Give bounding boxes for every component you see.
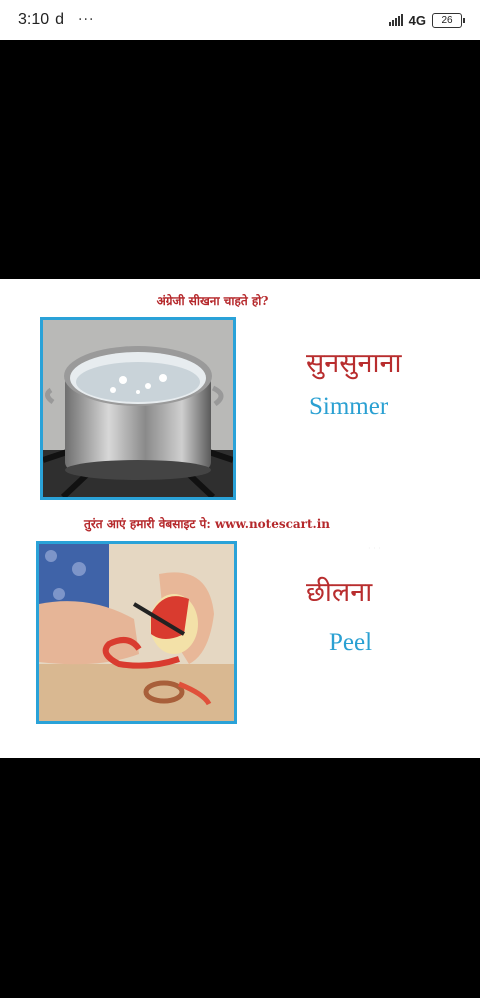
status-time: 3:10 — [18, 11, 50, 28]
word-hindi-peel: छीलना — [306, 577, 373, 608]
network-type: 4G — [408, 12, 426, 28]
status-bar — [0, 0, 480, 40]
promo-website: तुरंत आएं हमारी वेबसाइट पे: www.notescart.in — [84, 517, 331, 531]
signal-icon — [389, 14, 403, 26]
promo-heading: अंग्रेजी सीखना चाहते हो? — [156, 294, 269, 308]
more-notifications-icon: ··· — [78, 12, 95, 28]
notification-icon: d — [55, 11, 65, 28]
pot-simmering-image — [40, 317, 236, 500]
battery-icon: 26 — [432, 13, 462, 28]
word-hindi-simmer: सुनसुनाना — [306, 348, 402, 379]
word-english-peel: Peel — [329, 629, 373, 656]
watermark: · · · — [368, 544, 381, 553]
apple-peeling-image — [36, 541, 237, 724]
status-indicators — [389, 13, 462, 28]
word-english-simmer: Simmer — [309, 393, 389, 420]
content-image — [0, 279, 480, 758]
